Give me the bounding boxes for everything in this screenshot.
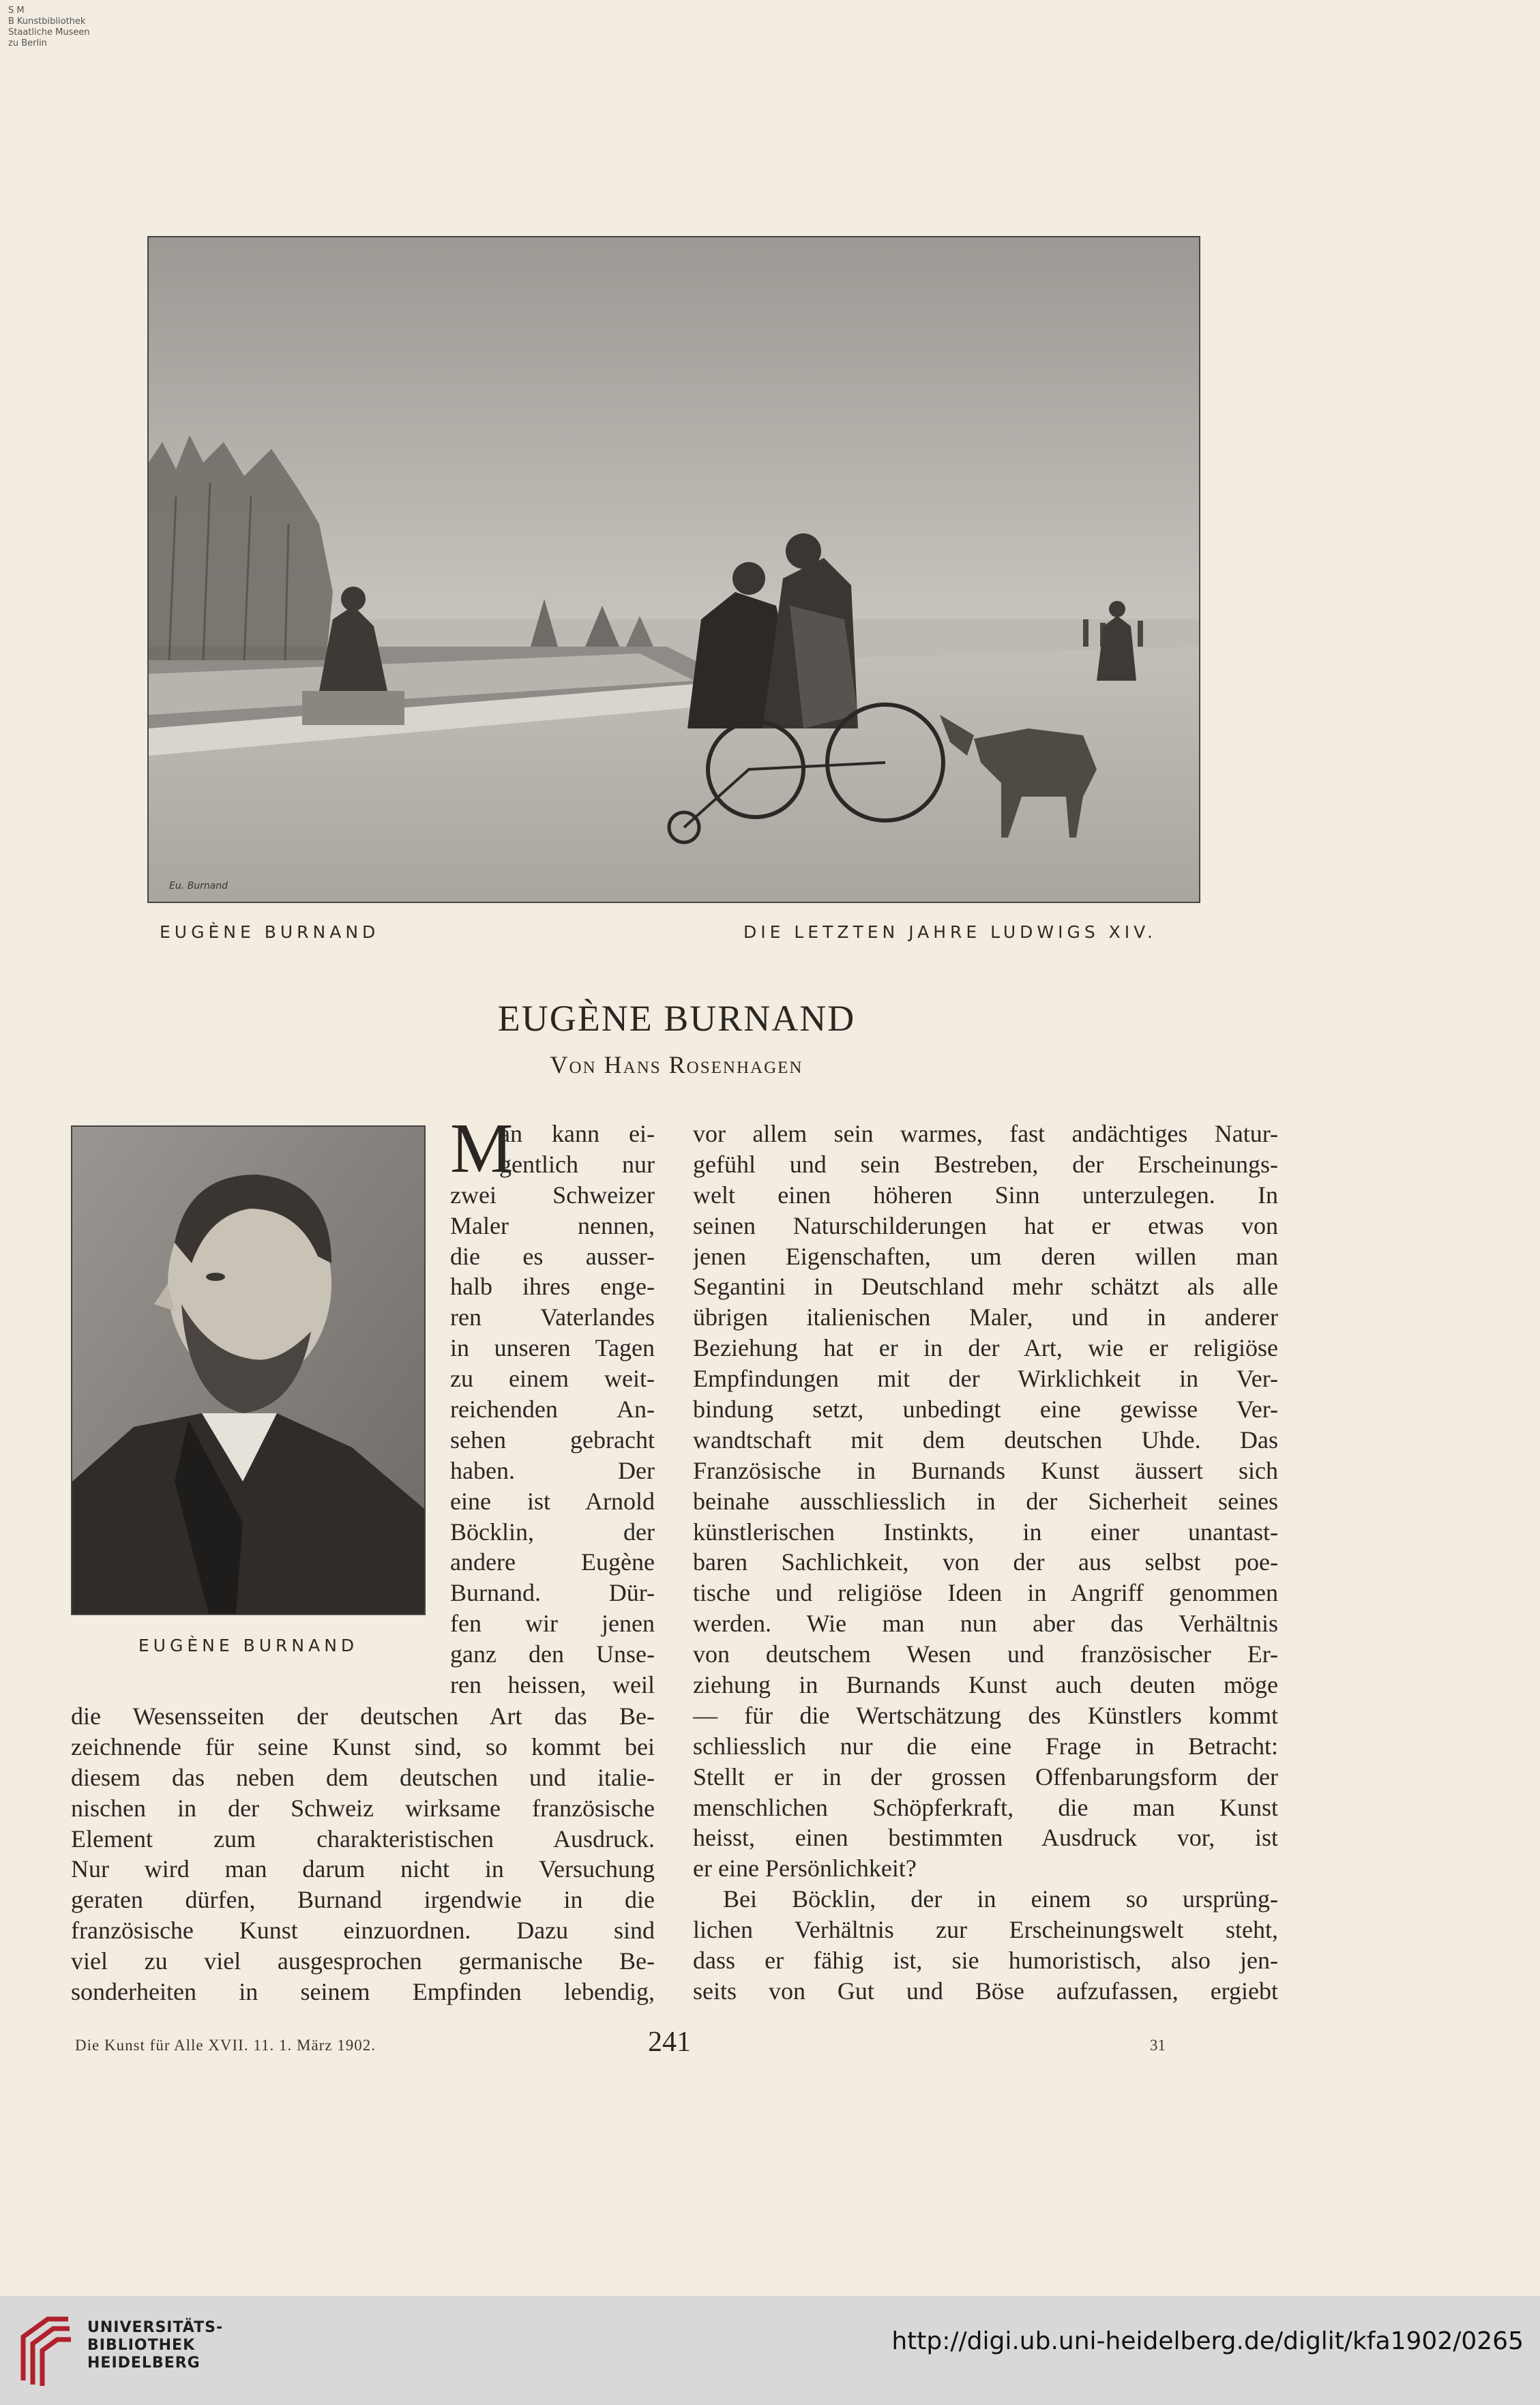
portrait-photo <box>71 1125 426 1615</box>
journal-citation: Die Kunst für Alle XVII. 11. 1. März 1902. <box>75 2037 376 2054</box>
article-text-narrow <box>450 1119 655 1700</box>
text-line: zwei Schweizer <box>450 1181 655 1209</box>
text-line: Empfindungen mit der Wirklichkeit in Ver- <box>693 1365 1278 1393</box>
painting-illustration <box>147 236 1200 903</box>
stamp-line: zu Berlin <box>8 38 47 48</box>
portrait-caption: EUGÈNE BURNAND <box>138 1636 359 1655</box>
text-line: seits von Gut und Böse aufzufassen, ergiebt <box>693 1977 1278 2005</box>
text-line: gentlich nur <box>499 1150 655 1178</box>
painting-caption-artist: EUGÈNE BURNAND <box>160 922 380 942</box>
text-line: bindung setzt, unbedingt eine gewisse Ver- <box>693 1396 1278 1423</box>
text-line: Stellt er in der grossen Offenbarungsform der <box>693 1762 1278 1790</box>
text-line: vor allem sein warmes, fast andächtiges Natur- <box>693 1120 1278 1147</box>
text-line: zu einem weit- <box>450 1365 655 1393</box>
text-line: zeichnende für seine Kunst sind, so kommt bei <box>71 1732 655 1760</box>
drop-cap: M <box>450 1109 514 1187</box>
text-line: geraten dürfen, Burnand irgendwie in die <box>71 1886 655 1914</box>
text-line: Element zum charakteristischen Ausdruck. <box>71 1825 655 1853</box>
stamp-line: B Kunstbibliothek <box>8 16 86 27</box>
text-line: ziehung in Burnands Kunst auch deuten möge <box>693 1671 1278 1699</box>
text-line: Beziehung hat er in der Art, wie er religiöse <box>693 1334 1278 1362</box>
text-line: andere Eugène <box>450 1548 655 1576</box>
text-line: halb ihres enge- <box>450 1273 655 1301</box>
text-line: ren heissen, weil <box>450 1671 655 1699</box>
text-line: menschlichen Schöpferkraft, die man Kunst <box>693 1793 1278 1821</box>
text-line: in unseren Tagen <box>450 1334 655 1362</box>
text-line: lichen Verhältnis zur Erscheinungswelt steht, <box>693 1916 1278 1944</box>
text-line: — für die Wertschätzung des Künstlers kommt <box>693 1701 1278 1729</box>
text-line: seinen Naturschilderungen hat er etwas von <box>693 1211 1278 1239</box>
text-line: sonderheiten in seinem Empfinden lebendig, <box>71 1978 655 2006</box>
text-line: die Wesensseiten der deutschen Art das Be- <box>71 1702 655 1730</box>
article-text-right <box>693 1119 1278 2007</box>
text-line: Bei Böcklin, der in einem so ursprüng- <box>723 1885 1278 1913</box>
text-line: an kann ei- <box>499 1120 655 1147</box>
text-line: fen wir jenen <box>450 1610 655 1638</box>
text-line: Nur wird man darum nicht in Versuchung <box>71 1855 655 1883</box>
painting-caption-title: DIE LETZTEN JAHRE LUDWIGS XIV. <box>743 922 1157 942</box>
library-footer-bar <box>0 2296 1540 2405</box>
text-line: reichenden An- <box>450 1396 655 1423</box>
text-line: er eine Persönlichkeit? <box>693 1855 917 1883</box>
text-line: künstlerischen Instinkts, in einer unantast- <box>693 1518 1278 1546</box>
stamp-line: Staatliche Museen <box>8 27 90 38</box>
text-line: wandtschaft mit dem deutschen Uhde. Das <box>693 1426 1278 1454</box>
library-logo-icon[interactable] <box>15 2310 74 2390</box>
text-line: Böcklin, der <box>450 1518 655 1546</box>
text-line: französische Kunst einzuordnen. Dazu sind <box>71 1917 655 1945</box>
text-line: gefühl und sein Bestreben, der Erscheinungs- <box>693 1150 1278 1178</box>
library-stamp <box>8 5 90 49</box>
text-line: viel zu viel ausgesprochen germanische Be- <box>71 1947 655 1975</box>
text-line: beinahe ausschliesslich in der Sicherheit seines <box>693 1487 1278 1515</box>
page-number: 241 <box>648 2026 691 2058</box>
text-line: Französische in Burnands Kunst äussert sich <box>693 1456 1278 1484</box>
text-line: dass er fähig ist, sie humoristisch, also jen- <box>693 1947 1278 1975</box>
article-title: EUGÈNE BURNAND <box>497 998 856 1039</box>
text-line: Burnand. Dür- <box>450 1579 655 1607</box>
text-line: heisst, einen bestimmten Ausdruck vor, ist <box>693 1824 1278 1852</box>
signature-number: 31 <box>1150 2037 1166 2054</box>
text-line: Segantini in Deutschland mehr schätzt als alle <box>693 1273 1278 1301</box>
text-line: schliesslich nur die eine Frage in Betracht: <box>693 1732 1278 1760</box>
text-line: die es ausser- <box>450 1242 655 1270</box>
text-line: ganz den Unse- <box>450 1640 655 1668</box>
text-line: sehen gebracht <box>450 1426 655 1454</box>
article-byline: Von Hans Rosenhagen <box>550 1051 803 1078</box>
text-line: von deutschem Wesen und französischer Er- <box>693 1640 1278 1668</box>
text-line: welt einen höheren Sinn unterzulegen. In <box>693 1181 1278 1209</box>
text-line: nischen in der Schweiz wirksame französische <box>71 1794 655 1822</box>
text-line: tische und religiöse Ideen in Angriff genommen <box>693 1579 1278 1607</box>
text-line: baren Sachlichkeit, von der aus selbst poe- <box>693 1548 1278 1576</box>
text-line: ren Vaterlandes <box>450 1303 655 1331</box>
svg-text:Eu. Burnand: Eu. Burnand <box>169 881 228 891</box>
text-line: werden. Wie man nun aber das Verhältnis <box>693 1610 1278 1638</box>
text-line: diesem das neben dem deutschen und italie- <box>71 1763 655 1791</box>
text-line: eine ist Arnold <box>450 1487 655 1515</box>
library-name <box>87 2319 223 2372</box>
text-line: jenen Eigenschaften, um deren willen man <box>693 1242 1278 1270</box>
text-line: haben. Der <box>450 1456 655 1484</box>
text-line: Maler nennen, <box>450 1211 655 1239</box>
library-name-line: UNIVERSITÄTS- <box>87 2319 224 2336</box>
library-name-line: HEIDELBERG <box>87 2355 201 2372</box>
article-text-left <box>71 1701 655 2007</box>
stamp-line: S M <box>8 5 25 16</box>
text-line: übrigen italienischen Maler, und in anderer <box>693 1303 1278 1331</box>
permalink-url[interactable]: http://digi.ub.uni-heidelberg.de/diglit/kfa1902/0265 <box>891 2327 1524 2355</box>
library-name-line: BIBLIOTHEK <box>87 2337 196 2354</box>
